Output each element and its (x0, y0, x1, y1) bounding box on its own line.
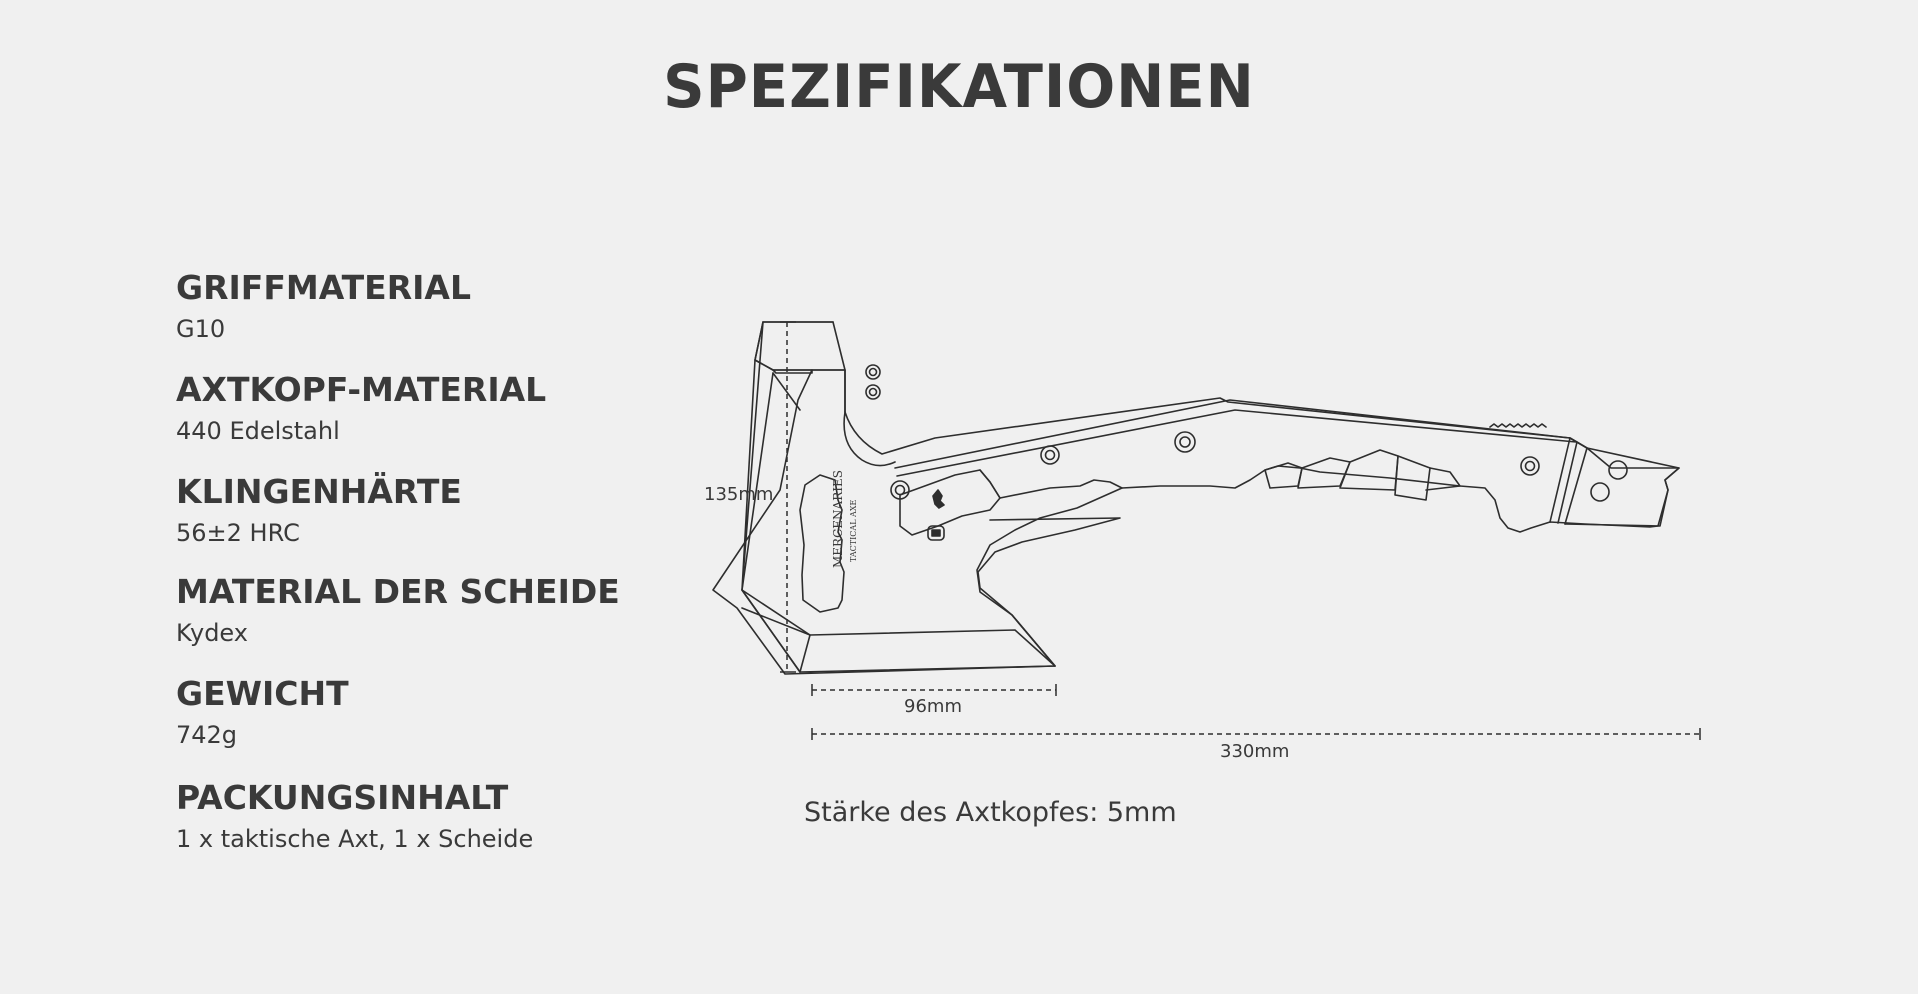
spec-label: MATERIAL DER SCHEIDE (176, 572, 620, 611)
spec-item-sheath-material (176, 572, 620, 647)
dimension-lines (780, 322, 1700, 740)
spec-value: G10 (176, 315, 226, 343)
spec-value: 56±2 HRC (176, 519, 300, 547)
spec-item-head-material (176, 370, 546, 445)
spec-item-weight (176, 674, 349, 749)
engraving-subtitle: TACTICAL AXE (849, 499, 858, 562)
spec-item-blade-hardness (176, 472, 462, 547)
total-length-dimension-label: 330mm (1220, 741, 1290, 762)
spec-value: 1 x taktische Axt, 1 x Scheide (176, 825, 534, 853)
axe-diagram (690, 300, 1730, 780)
spec-value: 440 Edelstahl (176, 417, 340, 445)
spec-value: 742g (176, 721, 238, 749)
spec-item-handle-material (176, 268, 471, 343)
height-dimension-label: 135mm (704, 484, 774, 505)
head-width-dimension-label: 96mm (904, 696, 962, 717)
page-title: SPEZIFIKATIONEN (663, 52, 1255, 122)
spec-label: GRIFFMATERIAL (176, 268, 471, 307)
spec-label: AXTKOPF-MATERIAL (176, 370, 547, 409)
spec-value: Kydex (176, 619, 248, 647)
spec-label: GEWICHT (176, 674, 349, 713)
head-thickness-note: Stärke des Axtkopfes: 5mm (804, 797, 1177, 828)
spec-label: KLINGENHÄRTE (176, 472, 462, 511)
tactical-axe-outline-icon (713, 322, 1679, 674)
engraving-brand: MERCENARIES (831, 470, 845, 568)
spec-item-package-contents (176, 778, 533, 853)
spec-label: PACKUNGSINHALT (176, 778, 509, 817)
